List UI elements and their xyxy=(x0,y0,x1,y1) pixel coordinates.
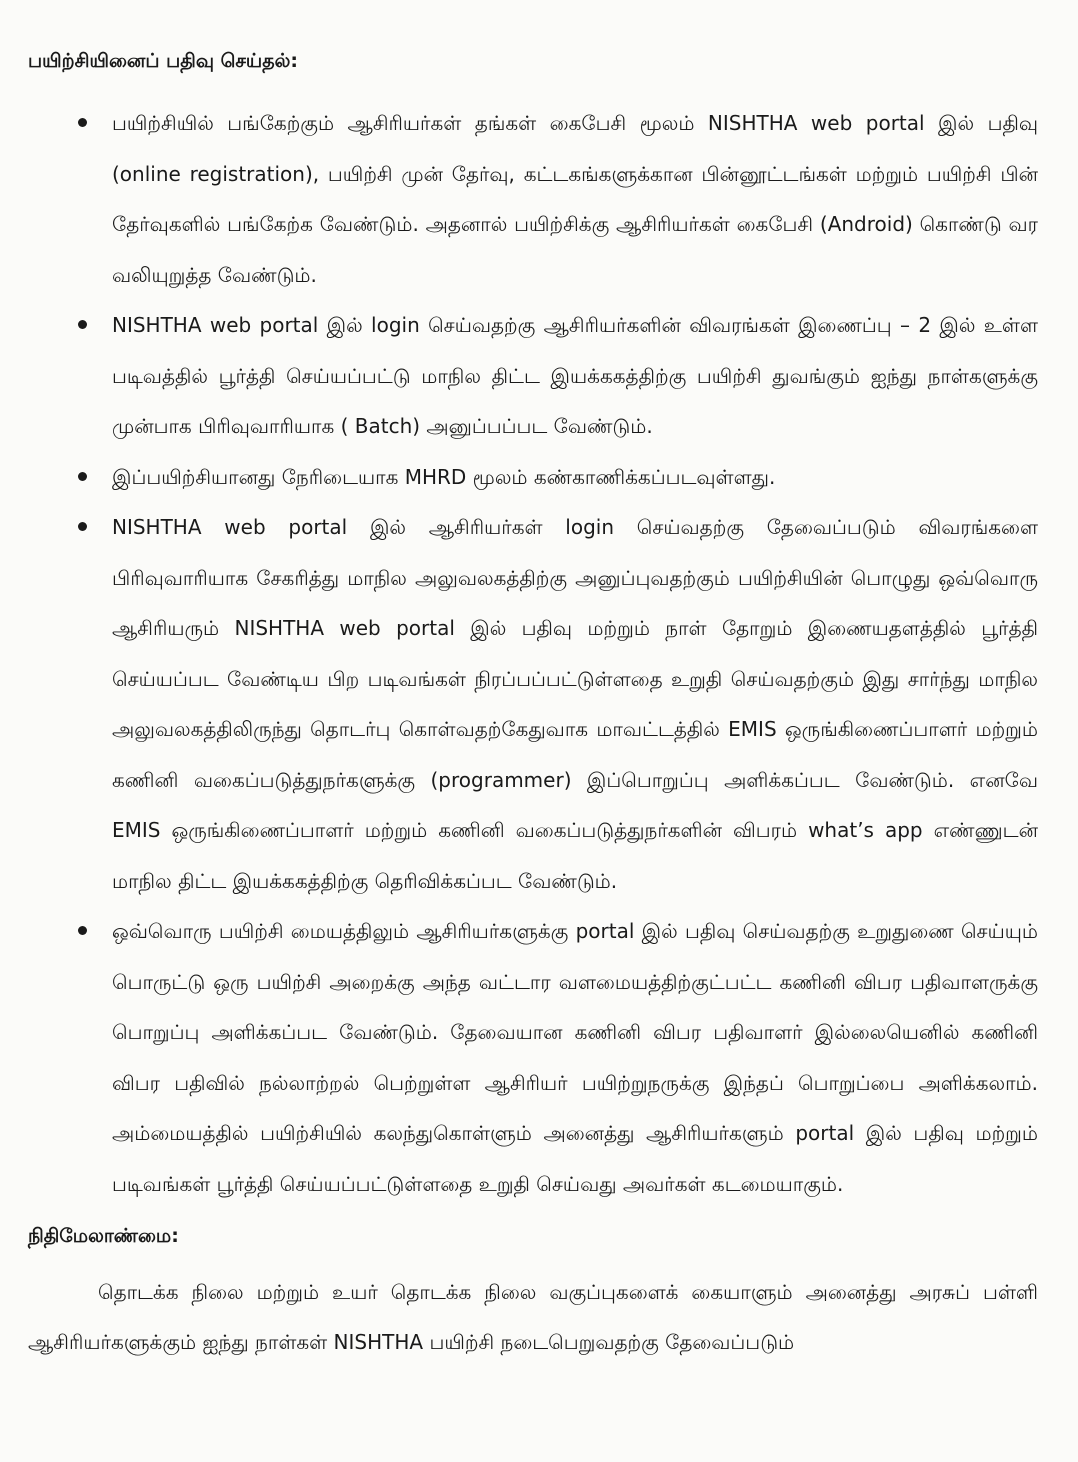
bullet-text: NISHTHA web portal இல் ஆசிரியர்கள் login செய்வதற்கு தேவைப்படும் விவரங்களை பிரிவுவாரியாக சேகரித்து மாநில அலுவலகத்திற்கு அனுப்புவதற்கும் பயிற்சியின் பொழுது ஒவ்வொரு ஆசிரியரும் NISHTHA web portal இல் பதிவு மற்றும் நாள் தோறும் இணையதளத்தில் பூர்த்தி செய்யப்பட வேண்டிய பிற படிவங்கள் நிரப்பப்பட்டுள்ளதை உறுதி செய்வதற்கும் இது சார்ந்து மாநில அலுவலகத்திலிருந்து தொடர்பு கொள்வதற்கேதுவாக மாவட்டத்தில் EMIS ஒருங்கிணைப்பாளர் மற்றும் கணினி வகைப்படுத்துநர்களுக்கு (programmer) இப்பொறுப்பு அளிக்கப்பட வேண்டும். எனவே EMIS ஒருங்கிணைப்பாளர் மற்றும் கணினி வகைப்படுத்துநர்களின் விபரம் what’s app எண்ணுடன் மாநில திட்ட இயக்ககத்திற்கு தெரிவிக்கப்பட வேண்டும். xyxy=(112,515,1038,893)
finance-paragraph: தொடக்க நிலை மற்றும் உயர் தொடக்க நிலை வகுப்புகளைக் கையாளும் அனைத்து அரசுப் பள்ளி ஆசிரியர்களுக்கும் ஐந்து நாள்கள் NISHTHA பயிற்சி நடைபெறுவதற்கு தேவைப்படும் xyxy=(28,1280,1038,1354)
bullet-item xyxy=(28,906,1038,1209)
bullet-icon xyxy=(78,118,87,127)
bullet-text: ஒவ்வொரு பயிற்சி மையத்திலும் ஆசிரியர்களுக்கு portal இல் பதிவு செய்வதற்கு உறுதுணை செய்யும் பொருட்டு ஒரு பயிற்சி அறைக்கு அந்த வட்டார வளமையத்திற்குட்பட்ட கணினி விபர பதிவாளருக்கு பொறுப்பு அளிக்கப்பட வேண்டும். தேவையான கணினி விபர பதிவாளர் இல்லையெனில் கணினி விபர பதிவில் நல்லாற்றல் பெற்றுள்ள ஆசிரியர் பயிற்றுநருக்கு இந்தப் பொறுப்பை அளிக்கலாம். அம்மையத்தில் பயிற்சியில் கலந்துகொள்ளும் அனைத்து ஆசிரியர்களும் portal இல் பதிவு மற்றும் படிவங்கள் பூர்த்தி செய்யப்பட்டுள்ளதை உறுதி செய்வது அவர்கள் கடமையாகும். xyxy=(112,919,1038,1196)
bullet-icon xyxy=(78,472,87,481)
bullet-icon xyxy=(78,926,87,935)
bullet-icon xyxy=(78,320,87,329)
bullet-item xyxy=(28,300,1038,452)
section-heading-finance: நிதிமேலாண்மை: xyxy=(28,1225,179,1247)
section-heading-registration: பயிற்சியினைப் பதிவு செய்தல்: xyxy=(28,50,298,72)
bullet-item xyxy=(28,452,1038,503)
bullet-item xyxy=(28,98,1038,300)
bullet-icon xyxy=(78,522,87,531)
bullet-item xyxy=(28,502,1038,906)
bullet-text: NISHTHA web portal இல் login செய்வதற்கு ஆசிரியர்களின் விவரங்கள் இணைப்பு – 2 இல் உள்ள படிவத்தில் பூர்த்தி செய்யப்பட்டு மாநில திட்ட இயக்ககத்திற்கு பயிற்சி துவங்கும் ஐந்து நாள்களுக்கு முன்பாக பிரிவுவாரியாக ( Batch) அனுப்பப்பட வேண்டும். xyxy=(112,313,1038,438)
bullet-text: இப்பயிற்சியானது நேரிடையாக MHRD மூலம் கண்காணிக்கப்படவுள்ளது. xyxy=(112,464,776,489)
registration-bullet-list xyxy=(28,98,1038,1209)
bullet-text: பயிற்சியில் பங்கேற்கும் ஆசிரியர்கள் தங்கள் கைபேசி மூலம் NISHTHA web portal இல் பதிவு (online registration), பயிற்சி முன் தேர்வு, கட்டகங்களுக்கான பின்னூட்டங்கள் மற்றும் பயிற்சி பின் தேர்வுகளில் பங்கேற்க வேண்டும். அதனால் பயிற்சிக்கு ஆசிரியர்கள் கைபேசி (Android) கொண்டு வர வலியுறுத்த வேண்டும். xyxy=(112,111,1039,287)
